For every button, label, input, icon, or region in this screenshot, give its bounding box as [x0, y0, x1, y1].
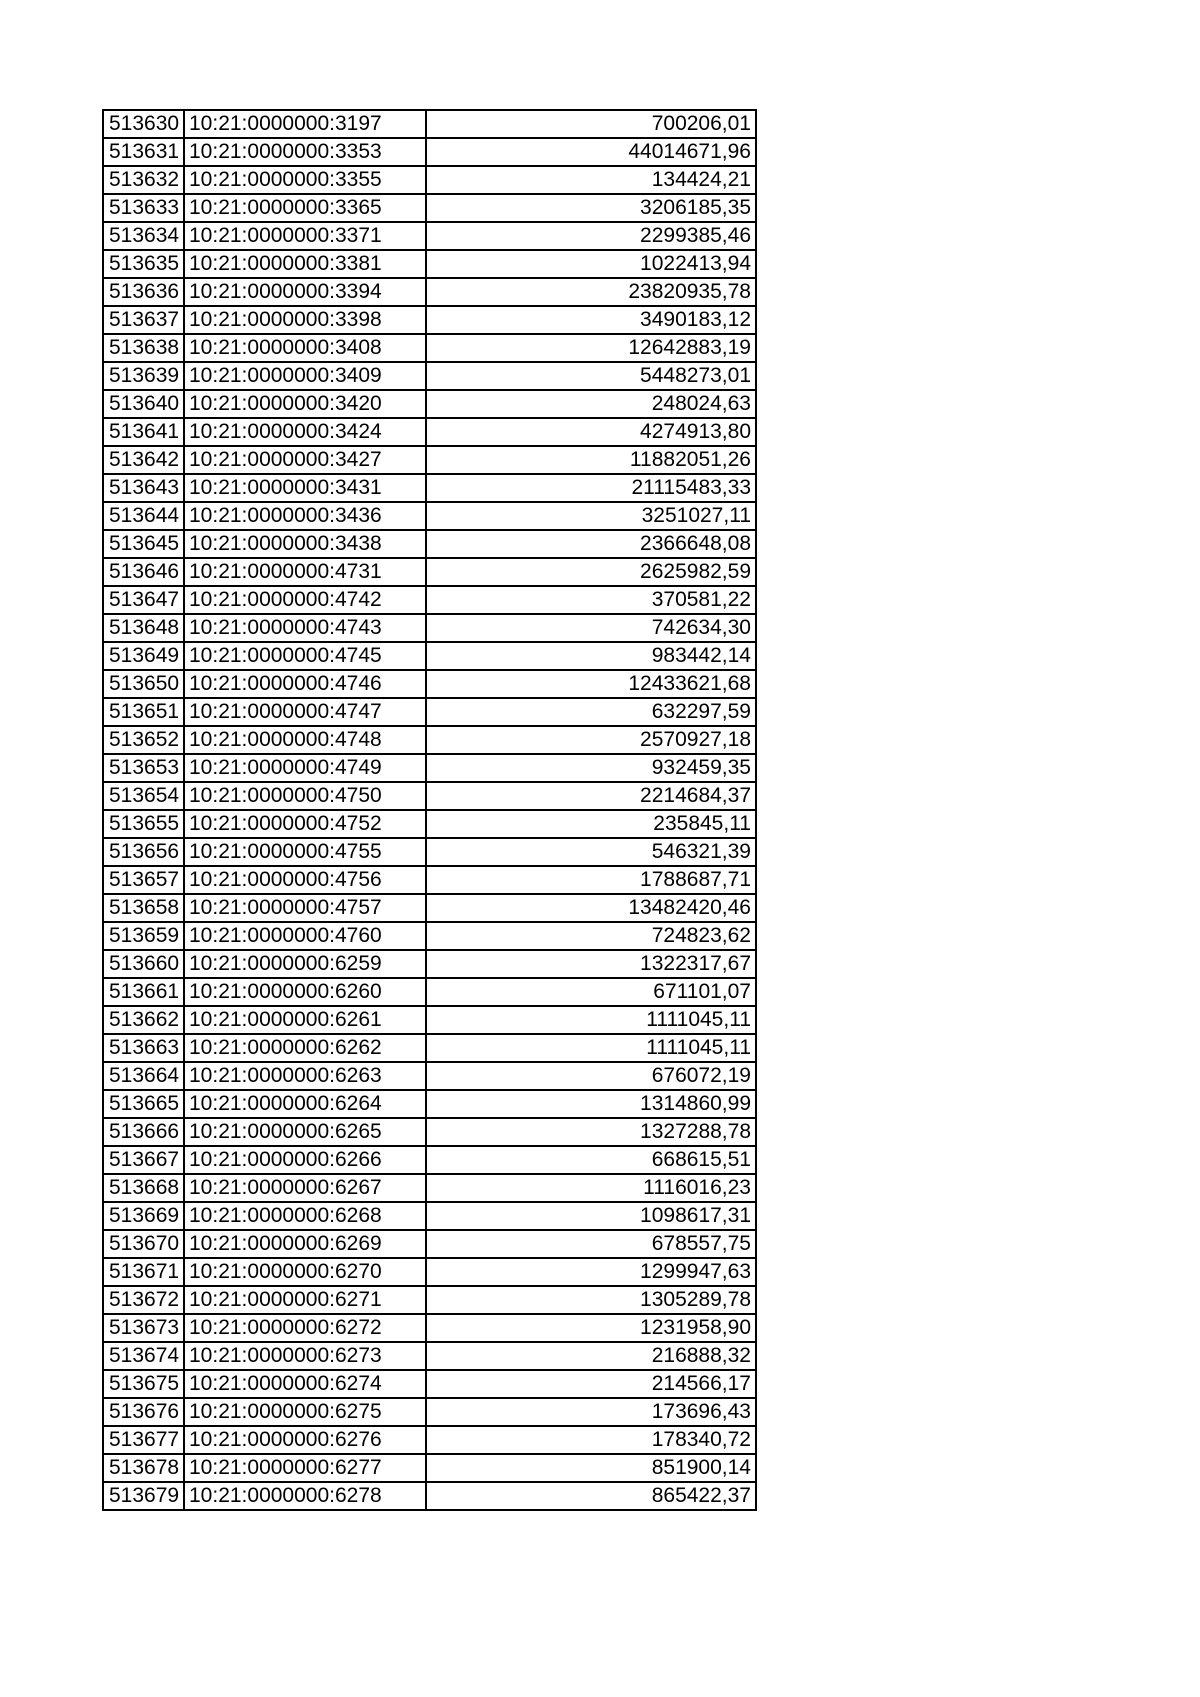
row-id-cell: 513669 — [103, 1202, 184, 1230]
cadastral-number-cell: 10:21:0000000:4746 — [184, 670, 426, 698]
cadastral-number-cell: 10:21:0000000:6277 — [184, 1454, 426, 1482]
table-row — [103, 614, 756, 642]
table-row — [103, 894, 756, 922]
table-row — [103, 474, 756, 502]
amount-cell: 678557,75 — [426, 1230, 756, 1258]
row-id-cell: 513630 — [103, 110, 184, 138]
table-row — [103, 1006, 756, 1034]
amount-cell: 671101,07 — [426, 978, 756, 1006]
cadastral-number-cell: 10:21:0000000:6275 — [184, 1398, 426, 1426]
table-row — [103, 1314, 756, 1342]
cadastral-number-cell: 10:21:0000000:6259 — [184, 950, 426, 978]
cadastral-number-cell: 10:21:0000000:4757 — [184, 894, 426, 922]
cadastral-number-cell: 10:21:0000000:3197 — [184, 110, 426, 138]
amount-cell: 4274913,80 — [426, 418, 756, 446]
amount-cell: 173696,43 — [426, 1398, 756, 1426]
amount-cell: 44014671,96 — [426, 138, 756, 166]
table-row — [103, 1202, 756, 1230]
cadastral-number-cell: 10:21:0000000:4752 — [184, 810, 426, 838]
table-row — [103, 166, 756, 194]
table-row — [103, 586, 756, 614]
row-id-cell: 513667 — [103, 1146, 184, 1174]
table-row — [103, 362, 756, 390]
amount-cell: 668615,51 — [426, 1146, 756, 1174]
table-row — [103, 138, 756, 166]
cadastral-number-cell: 10:21:0000000:3365 — [184, 194, 426, 222]
cadastral-number-cell: 10:21:0000000:6274 — [184, 1370, 426, 1398]
table-row — [103, 866, 756, 894]
amount-cell: 2299385,46 — [426, 222, 756, 250]
cadastral-number-cell: 10:21:0000000:6270 — [184, 1258, 426, 1286]
cadastral-number-cell: 10:21:0000000:3355 — [184, 166, 426, 194]
row-id-cell: 513677 — [103, 1426, 184, 1454]
row-id-cell: 513671 — [103, 1258, 184, 1286]
row-id-cell: 513674 — [103, 1342, 184, 1370]
row-id-cell: 513670 — [103, 1230, 184, 1258]
table-row — [103, 278, 756, 306]
row-id-cell: 513672 — [103, 1286, 184, 1314]
amount-cell: 248024,63 — [426, 390, 756, 418]
row-id-cell: 513673 — [103, 1314, 184, 1342]
table-row — [103, 950, 756, 978]
cadastral-number-cell: 10:21:0000000:3420 — [184, 390, 426, 418]
row-id-cell: 513654 — [103, 782, 184, 810]
table-row — [103, 1118, 756, 1146]
amount-cell: 1231958,90 — [426, 1314, 756, 1342]
cadastral-number-cell: 10:21:0000000:3398 — [184, 306, 426, 334]
cadastral-table — [102, 109, 757, 1511]
row-id-cell: 513663 — [103, 1034, 184, 1062]
row-id-cell: 513661 — [103, 978, 184, 1006]
cadastral-number-cell: 10:21:0000000:3438 — [184, 530, 426, 558]
row-id-cell: 513639 — [103, 362, 184, 390]
table-row — [103, 558, 756, 586]
cadastral-number-cell: 10:21:0000000:4749 — [184, 754, 426, 782]
amount-cell: 178340,72 — [426, 1426, 756, 1454]
table-row — [103, 110, 756, 138]
amount-cell: 2625982,59 — [426, 558, 756, 586]
row-id-cell: 513659 — [103, 922, 184, 950]
cadastral-number-cell: 10:21:0000000:6265 — [184, 1118, 426, 1146]
cadastral-number-cell: 10:21:0000000:3427 — [184, 446, 426, 474]
cadastral-number-cell: 10:21:0000000:6262 — [184, 1034, 426, 1062]
table-row — [103, 838, 756, 866]
table-row — [103, 194, 756, 222]
table-row — [103, 1258, 756, 1286]
table-row — [103, 1426, 756, 1454]
table-row — [103, 1342, 756, 1370]
row-id-cell: 513662 — [103, 1006, 184, 1034]
cadastral-number-cell: 10:21:0000000:4747 — [184, 698, 426, 726]
amount-cell: 3206185,35 — [426, 194, 756, 222]
table-row — [103, 1146, 756, 1174]
table-row — [103, 978, 756, 1006]
cadastral-number-cell: 10:21:0000000:6272 — [184, 1314, 426, 1342]
amount-cell: 5448273,01 — [426, 362, 756, 390]
cadastral-number-cell: 10:21:0000000:6261 — [184, 1006, 426, 1034]
amount-cell: 214566,17 — [426, 1370, 756, 1398]
amount-cell: 1111045,11 — [426, 1006, 756, 1034]
row-id-cell: 513655 — [103, 810, 184, 838]
table-row — [103, 222, 756, 250]
table-row — [103, 642, 756, 670]
amount-cell: 1022413,94 — [426, 250, 756, 278]
cadastral-number-cell: 10:21:0000000:4750 — [184, 782, 426, 810]
row-id-cell: 513678 — [103, 1454, 184, 1482]
row-id-cell: 513653 — [103, 754, 184, 782]
cadastral-number-cell: 10:21:0000000:3408 — [184, 334, 426, 362]
row-id-cell: 513649 — [103, 642, 184, 670]
cadastral-number-cell: 10:21:0000000:6263 — [184, 1062, 426, 1090]
cadastral-number-cell: 10:21:0000000:6269 — [184, 1230, 426, 1258]
amount-cell: 632297,59 — [426, 698, 756, 726]
cadastral-number-cell: 10:21:0000000:6271 — [184, 1286, 426, 1314]
cadastral-number-cell: 10:21:0000000:6267 — [184, 1174, 426, 1202]
table-row — [103, 390, 756, 418]
cadastral-number-cell: 10:21:0000000:6276 — [184, 1426, 426, 1454]
amount-cell: 12433621,68 — [426, 670, 756, 698]
table-row — [103, 1482, 756, 1510]
amount-cell: 546321,39 — [426, 838, 756, 866]
row-id-cell: 513648 — [103, 614, 184, 642]
amount-cell: 1098617,31 — [426, 1202, 756, 1230]
cadastral-number-cell: 10:21:0000000:4731 — [184, 558, 426, 586]
table-row — [103, 418, 756, 446]
table-row — [103, 1398, 756, 1426]
cadastral-number-cell: 10:21:0000000:4755 — [184, 838, 426, 866]
row-id-cell: 513646 — [103, 558, 184, 586]
amount-cell: 2366648,08 — [426, 530, 756, 558]
table-row — [103, 1286, 756, 1314]
amount-cell: 1116016,23 — [426, 1174, 756, 1202]
row-id-cell: 513638 — [103, 334, 184, 362]
table-row — [103, 1062, 756, 1090]
cadastral-number-cell: 10:21:0000000:3371 — [184, 222, 426, 250]
amount-cell: 235845,11 — [426, 810, 756, 838]
table-row — [103, 726, 756, 754]
amount-cell: 216888,32 — [426, 1342, 756, 1370]
amount-cell: 134424,21 — [426, 166, 756, 194]
cadastral-number-cell: 10:21:0000000:3436 — [184, 502, 426, 530]
amount-cell: 3251027,11 — [426, 502, 756, 530]
cadastral-number-cell: 10:21:0000000:3394 — [184, 278, 426, 306]
cadastral-number-cell: 10:21:0000000:6273 — [184, 1342, 426, 1370]
row-id-cell: 513668 — [103, 1174, 184, 1202]
table-row — [103, 250, 756, 278]
cadastral-number-cell: 10:21:0000000:3424 — [184, 418, 426, 446]
amount-cell: 13482420,46 — [426, 894, 756, 922]
row-id-cell: 513633 — [103, 194, 184, 222]
cadastral-number-cell: 10:21:0000000:3353 — [184, 138, 426, 166]
row-id-cell: 513647 — [103, 586, 184, 614]
row-id-cell: 513637 — [103, 306, 184, 334]
table-body — [103, 110, 756, 1510]
table-row — [103, 1454, 756, 1482]
row-id-cell: 513658 — [103, 894, 184, 922]
row-id-cell: 513675 — [103, 1370, 184, 1398]
row-id-cell: 513640 — [103, 390, 184, 418]
amount-cell: 1788687,71 — [426, 866, 756, 894]
row-id-cell: 513644 — [103, 502, 184, 530]
row-id-cell: 513666 — [103, 1118, 184, 1146]
cadastral-number-cell: 10:21:0000000:4760 — [184, 922, 426, 950]
cadastral-number-cell: 10:21:0000000:6264 — [184, 1090, 426, 1118]
row-id-cell: 513679 — [103, 1482, 184, 1510]
table-row — [103, 446, 756, 474]
amount-cell: 2214684,37 — [426, 782, 756, 810]
amount-cell: 932459,35 — [426, 754, 756, 782]
table-row — [103, 754, 756, 782]
row-id-cell: 513634 — [103, 222, 184, 250]
amount-cell: 21115483,33 — [426, 474, 756, 502]
row-id-cell: 513676 — [103, 1398, 184, 1426]
cadastral-number-cell: 10:21:0000000:6266 — [184, 1146, 426, 1174]
table-row — [103, 1174, 756, 1202]
cadastral-number-cell: 10:21:0000000:6278 — [184, 1482, 426, 1510]
amount-cell: 676072,19 — [426, 1062, 756, 1090]
table-row — [103, 1090, 756, 1118]
amount-cell: 742634,30 — [426, 614, 756, 642]
cadastral-number-cell: 10:21:0000000:4745 — [184, 642, 426, 670]
table-row — [103, 810, 756, 838]
cadastral-number-cell: 10:21:0000000:3431 — [184, 474, 426, 502]
amount-cell: 1305289,78 — [426, 1286, 756, 1314]
amount-cell: 3490183,12 — [426, 306, 756, 334]
amount-cell: 1111045,11 — [426, 1034, 756, 1062]
row-id-cell: 513641 — [103, 418, 184, 446]
cadastral-number-cell: 10:21:0000000:4756 — [184, 866, 426, 894]
amount-cell: 370581,22 — [426, 586, 756, 614]
table-row — [103, 1230, 756, 1258]
table-row — [103, 922, 756, 950]
amount-cell: 11882051,26 — [426, 446, 756, 474]
cadastral-number-cell: 10:21:0000000:4742 — [184, 586, 426, 614]
amount-cell: 700206,01 — [426, 110, 756, 138]
row-id-cell: 513631 — [103, 138, 184, 166]
row-id-cell: 513665 — [103, 1090, 184, 1118]
row-id-cell: 513650 — [103, 670, 184, 698]
table-row — [103, 670, 756, 698]
table-row — [103, 306, 756, 334]
row-id-cell: 513651 — [103, 698, 184, 726]
table-row — [103, 1370, 756, 1398]
table-row — [103, 698, 756, 726]
table-row — [103, 502, 756, 530]
cadastral-number-cell: 10:21:0000000:6260 — [184, 978, 426, 1006]
cadastral-number-cell: 10:21:0000000:3409 — [184, 362, 426, 390]
row-id-cell: 513664 — [103, 1062, 184, 1090]
amount-cell: 23820935,78 — [426, 278, 756, 306]
table-row — [103, 782, 756, 810]
row-id-cell: 513652 — [103, 726, 184, 754]
amount-cell: 1322317,67 — [426, 950, 756, 978]
amount-cell: 724823,62 — [426, 922, 756, 950]
row-id-cell: 513643 — [103, 474, 184, 502]
amount-cell: 1299947,63 — [426, 1258, 756, 1286]
amount-cell: 1327288,78 — [426, 1118, 756, 1146]
cadastral-number-cell: 10:21:0000000:4748 — [184, 726, 426, 754]
row-id-cell: 513632 — [103, 166, 184, 194]
cadastral-number-cell: 10:21:0000000:4743 — [184, 614, 426, 642]
amount-cell: 1314860,99 — [426, 1090, 756, 1118]
cadastral-number-cell: 10:21:0000000:3381 — [184, 250, 426, 278]
row-id-cell: 513635 — [103, 250, 184, 278]
row-id-cell: 513636 — [103, 278, 184, 306]
row-id-cell: 513657 — [103, 866, 184, 894]
amount-cell: 983442,14 — [426, 642, 756, 670]
amount-cell: 12642883,19 — [426, 334, 756, 362]
row-id-cell: 513660 — [103, 950, 184, 978]
table-row — [103, 1034, 756, 1062]
table-row — [103, 334, 756, 362]
amount-cell: 851900,14 — [426, 1454, 756, 1482]
row-id-cell: 513642 — [103, 446, 184, 474]
cadastral-number-cell: 10:21:0000000:6268 — [184, 1202, 426, 1230]
amount-cell: 865422,37 — [426, 1482, 756, 1510]
row-id-cell: 513645 — [103, 530, 184, 558]
amount-cell: 2570927,18 — [426, 726, 756, 754]
row-id-cell: 513656 — [103, 838, 184, 866]
table-row — [103, 530, 756, 558]
